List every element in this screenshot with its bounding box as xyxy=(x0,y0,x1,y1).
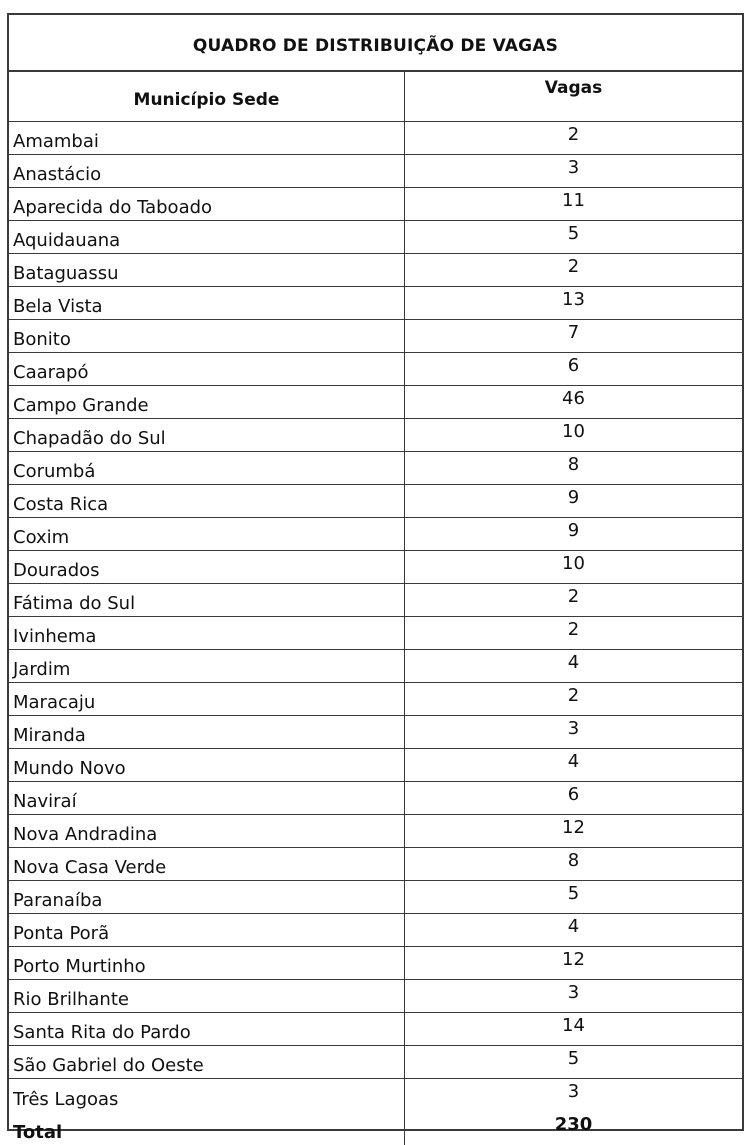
table-row xyxy=(9,848,742,881)
table-row xyxy=(9,320,742,353)
municipio-cell: São Gabriel do Oeste xyxy=(9,1046,405,1078)
municipio-cell: Bela Vista xyxy=(9,287,405,319)
municipio-cell: Anastácio xyxy=(9,155,405,187)
vagas-cell: 6 xyxy=(567,784,580,805)
municipio-cell: Corumbá xyxy=(9,452,405,484)
vagas-cell: 2 xyxy=(567,586,580,607)
header-municipio: Município Sede xyxy=(9,72,405,121)
table-row xyxy=(9,650,742,683)
municipio-cell: Santa Rita do Pardo xyxy=(9,1013,405,1045)
municipio-cell: Campo Grande xyxy=(9,386,405,418)
vagas-cell: 4 xyxy=(567,652,580,673)
municipio-cell: Três Lagoas xyxy=(9,1079,405,1112)
table-row xyxy=(9,782,742,815)
table-row xyxy=(9,221,742,254)
table-row xyxy=(9,1013,742,1046)
table-row xyxy=(9,452,742,485)
municipio-cell: Nova Casa Verde xyxy=(9,848,405,880)
vagas-cell: 6 xyxy=(567,355,580,376)
municipio-cell: Chapadão do Sul xyxy=(9,419,405,451)
vagas-cell: 5 xyxy=(567,223,580,244)
municipio-cell: Miranda xyxy=(9,716,405,748)
municipio-cell: Rio Brilhante xyxy=(9,980,405,1012)
municipio-cell: Jardim xyxy=(9,650,405,682)
table-header-row xyxy=(9,72,742,122)
vagas-cell: 5 xyxy=(567,1048,580,1069)
table-row xyxy=(9,749,742,782)
vagas-cell: 3 xyxy=(567,982,580,1003)
vagas-cell: 5 xyxy=(567,883,580,904)
municipio-cell: Costa Rica xyxy=(9,485,405,517)
vagas-cell: 2 xyxy=(567,685,580,706)
table-row xyxy=(9,122,742,155)
municipio-cell: Caarapó xyxy=(9,353,405,385)
table-row xyxy=(9,617,742,650)
vagas-cell: 3 xyxy=(567,1081,580,1102)
municipio-cell: Aparecida do Taboado xyxy=(9,188,405,220)
table-row xyxy=(9,716,742,749)
vagas-cell: 4 xyxy=(567,751,580,772)
table-row xyxy=(9,155,742,188)
municipio-cell: Fátima do Sul xyxy=(9,584,405,616)
vagas-cell: 8 xyxy=(567,850,580,871)
municipio-cell: Bonito xyxy=(9,320,405,352)
municipio-cell: Amambai xyxy=(9,122,405,154)
table-row xyxy=(9,815,742,848)
table-row xyxy=(9,881,742,914)
table-row xyxy=(9,287,742,320)
vagas-cell: 2 xyxy=(567,619,580,640)
municipio-cell: Aquidauana xyxy=(9,221,405,253)
table-title: QUADRO DE DISTRIBUIÇÃO DE VAGAS xyxy=(9,15,742,72)
municipio-cell: Dourados xyxy=(9,551,405,583)
table-row xyxy=(9,485,742,518)
municipio-cell: Ponta Porã xyxy=(9,914,405,946)
table-row xyxy=(9,551,742,584)
table-row xyxy=(9,947,742,980)
table-body xyxy=(9,122,742,1112)
vagas-table xyxy=(7,13,744,1143)
table-row xyxy=(9,1079,742,1112)
vagas-cell: 9 xyxy=(567,520,580,541)
municipio-cell: Bataguassu xyxy=(9,254,405,286)
header-vagas: Vagas xyxy=(544,78,603,98)
table-row xyxy=(9,683,742,716)
vagas-cell: 14 xyxy=(562,1015,585,1036)
vagas-cell: 2 xyxy=(567,256,580,277)
table-row xyxy=(9,1046,742,1079)
table-row xyxy=(9,518,742,551)
municipio-cell: Nova Andradina xyxy=(9,815,405,847)
vagas-cell: 13 xyxy=(562,289,585,310)
municipio-cell: Porto Murtinho xyxy=(9,947,405,979)
table-row xyxy=(9,980,742,1013)
vagas-cell: 10 xyxy=(562,421,585,442)
municipio-cell: Coxim xyxy=(9,518,405,550)
total-label: Total xyxy=(9,1112,405,1145)
vagas-cell: 11 xyxy=(562,190,585,211)
table-row xyxy=(9,386,742,419)
municipio-cell: Paranaíba xyxy=(9,881,405,913)
table-row xyxy=(9,188,742,221)
vagas-cell: 10 xyxy=(562,553,585,574)
vagas-cell: 12 xyxy=(562,817,585,838)
vagas-cell: 7 xyxy=(567,322,580,343)
municipio-cell: Ivinhema xyxy=(9,617,405,649)
vagas-cell: 46 xyxy=(562,388,585,409)
table-row xyxy=(9,353,742,386)
municipio-cell: Naviraí xyxy=(9,782,405,814)
vagas-cell: 4 xyxy=(567,916,580,937)
total-row xyxy=(9,1112,742,1145)
table-row xyxy=(9,584,742,617)
table-row xyxy=(9,914,742,947)
table-row xyxy=(9,254,742,287)
total-value: 230 xyxy=(554,1114,593,1135)
table-row xyxy=(9,419,742,452)
vagas-cell: 3 xyxy=(567,157,580,178)
vagas-cell: 2 xyxy=(567,124,580,145)
vagas-cell: 9 xyxy=(567,487,580,508)
vagas-cell: 12 xyxy=(562,949,585,970)
vagas-cell: 8 xyxy=(567,454,580,475)
municipio-cell: Maracaju xyxy=(9,683,405,715)
municipio-cell: Mundo Novo xyxy=(9,749,405,781)
vagas-cell: 3 xyxy=(567,718,580,739)
